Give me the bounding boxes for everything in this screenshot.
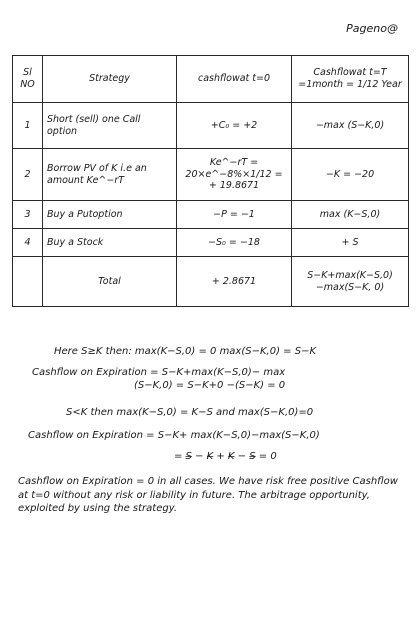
notes-section (14, 345, 410, 516)
total-cashflow-tT: S−K+max(K−S,0) −max(S−K, 0) (292, 257, 409, 307)
total-label: Total (43, 257, 177, 307)
note-line-6: = S̶ − K̶ + K̶ − S̶ = 0 (174, 451, 277, 462)
table-row (13, 103, 409, 149)
note-line-1: Here S≥K then: max(K−S,0) = 0 max(S−K,0) = S−K (54, 346, 317, 357)
note-line-2: Cashflow on Expiration = S−K+max(K−S,0)− max (32, 367, 286, 378)
note-line-4: S<K then max(K−S,0) = K−S and max(S−K,0)=0 (66, 407, 314, 418)
row-cashflow-t0: −S₀ = −18 (177, 229, 292, 257)
row-no: 4 (13, 229, 43, 257)
table-row (13, 149, 409, 201)
table-total-row (13, 257, 409, 307)
row-strategy: Buy a Putoption (43, 201, 177, 229)
row-cashflow-t0: +C₀ = +2 (177, 103, 292, 149)
row-cashflow-tT: −max (S−K,0) (292, 103, 409, 149)
row-cashflow-tT: + S (292, 229, 409, 257)
header-strategy: Strategy (43, 56, 177, 103)
total-cashflow-t0: + 2.8671 (177, 257, 292, 307)
strategy-table (12, 55, 409, 307)
note-line-5: Cashflow on Expiration = S−K+ max(K−S,0)−max(S−K,0) (28, 430, 320, 441)
row-no: 1 (13, 103, 43, 149)
table-row (13, 229, 409, 257)
row-no: 3 (13, 201, 43, 229)
table-header-row (13, 56, 409, 103)
row-cashflow-tT: max (K−S,0) (292, 201, 409, 229)
row-cashflow-tT: −K = −20 (292, 149, 409, 201)
row-strategy: Short (sell) one Call option (43, 103, 177, 149)
row-no: 2 (13, 149, 43, 201)
page-number: Pageno@ (346, 22, 398, 35)
row-strategy: Buy a Stock (43, 229, 177, 257)
total-no (13, 257, 43, 307)
row-strategy: Borrow PV of K i.e an amount Ke^−rT (43, 149, 177, 201)
note-line-3: (S−K,0) = S−K+0 −(S−K) = 0 (134, 380, 286, 391)
conclusion-paragraph: Cashflow on Expiration = 0 in all cases. We have risk free positive Cashflow at t=0 without any risk or liability in future. The arbitrage opportunity, exploited by using the strategy. (18, 476, 398, 514)
header-cashflow-tT: Cashflowat t=T =1month = 1/12 Year (292, 56, 409, 103)
row-cashflow-t0: Ke^−rT = 20×e^−8%×1/12 = + 19.8671 (177, 149, 292, 201)
header-cashflow-t0: cashflowat t=0 (177, 56, 292, 103)
table-row (13, 201, 409, 229)
row-cashflow-t0: −P = −1 (177, 201, 292, 229)
header-no: Sl NO (13, 56, 43, 103)
